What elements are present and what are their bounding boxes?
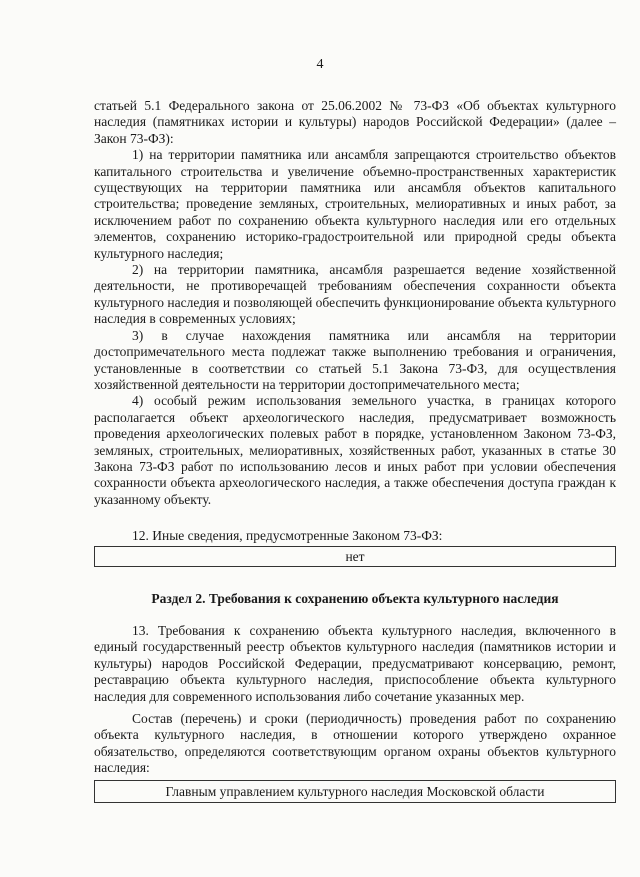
list-item-4: 4) особый режим использования земельного участка, в границах которого располагается объект археологического наследия, предусматривает возможность проведения археологических полевых работ в порядке, установленном Законом 73-ФЗ, земляных, строительных, мелиоративных, хозяйственных работ, указанных в статье 30 Закона 73-ФЗ работ по использованию лесов и иных работ при условии обеспечения сохранности объекта археологического наследия, а также обеспечения доступа граждан к указанному объекту. [94,393,616,507]
list-item-3: 3) в случае нахождения памятника или ансамбля на территории достопримечательного места подлежат также выполнению требования и ограничения, установленные в соответствии со статьей 5.1 Закона 73-ФЗ, для осуществления хозяйственной деятельности на территории достопримечательного места; [94,327,616,392]
field-12-value-box: нет [94,546,616,567]
page-number: 4 [316,57,324,72]
composition-paragraph: Состав (перечень) и сроки (периодичность) проведения работ по сохранению объекта культурного наследия, в отношении которого утверждено охранное обязательство, определяются соответствующим органом охраны объектов культурного наследия: [94,711,616,776]
field-12-label: 12. Иные сведения, предусмотренные Законом 73-ФЗ: [132,528,443,544]
list-item-2: 2) на территории памятника, ансамбля разрешается ведение хозяйственной деятельности, не противоречащей требованиям обеспечения сохранности объекта культурного наследия и позволяющей обеспечить функционирование объекта культурного наследия в современных условиях; [94,262,616,327]
authority-box: Главным управлением культурного наследия Московской области [94,780,616,803]
paragraph-13: 13. Требования к сохранению объекта культурного наследия, включенного в единый государственный реестр объектов культурного наследия (памятников истории и культуры) народов Российской Федерации, предусматривают консервацию, ремонт, реставрацию объекта культурного наследия, приспособление объекта культурного наследия для современного использования либо сочетание указанных мер. [94,622,616,704]
section-2-heading: Раздел 2. Требования к сохранению объекта культурного наследия [151,590,559,606]
list-item-1: 1) на территории памятника или ансамбля запрещаются строительство объектов капитального строительства и увеличение объемно-пространственных характеристик существующих на территории памятника или ансамбля объектов капитального строительства; проведение земляных, строительных, мелиоративных и иных работ, за исключением работ по сохранению объекта культурного наследия или его отдельных элементов, сохранению историко-градостроительной или природной среды объекта культурного наследия; [94,147,616,261]
document-body [94,98,616,803]
intro-paragraph: статьей 5.1 Федерального закона от 25.06.2002 № 73-ФЗ «Об объектах культурного наследия (памятниках истории и культуры) народов Российской Федерации» (далее – Закон 73-ФЗ): [94,98,616,146]
